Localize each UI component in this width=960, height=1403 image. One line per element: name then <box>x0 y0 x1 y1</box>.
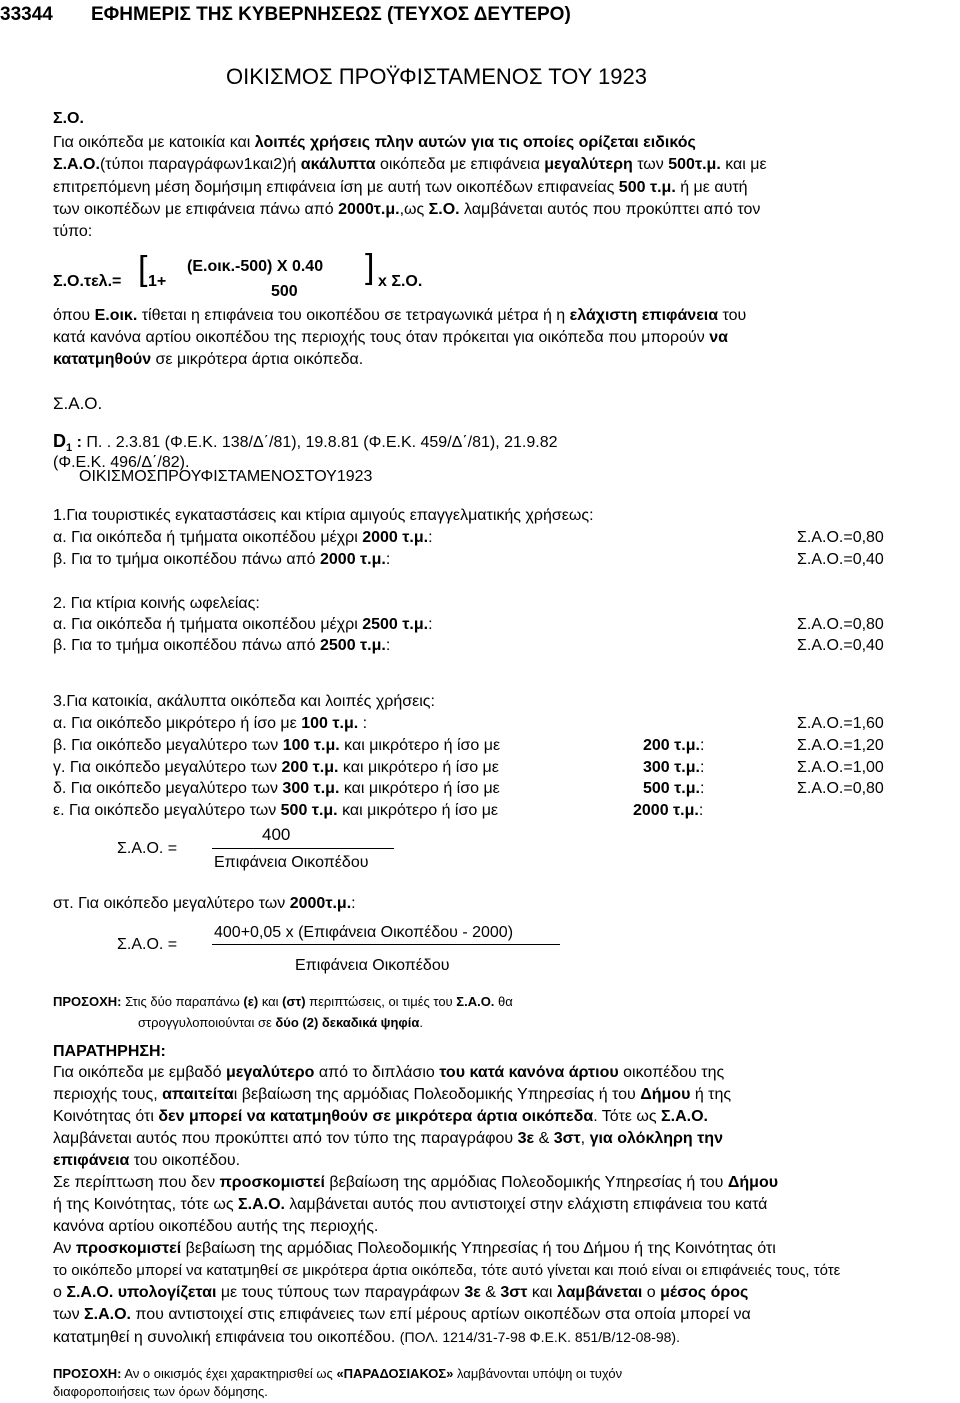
group3-item-b: β. Για οικόπεδο μεγαλύτερο των 100 τ.μ. και μικρότερο ή ίσο με <box>53 737 501 754</box>
group3-item-a: α. Για οικόπεδο μικρότερο ή ίσο με 100 τ.μ. : <box>53 715 368 732</box>
remark-label: ΠΑΡΑΤΗΡΗΣΗ: <box>53 1043 166 1060</box>
remark-line: κατατμηθεί η συνολική επιφάνεια του οικοπέδου. (ΠΟΛ. 1214/31-7-98 Φ.Ε.Κ. 851/Β/12-08-98). <box>53 1329 680 1346</box>
final-note-line-2: διαφοροποιήσεις των όρων δόμησης. <box>53 1384 268 1399</box>
group1-item-a: α. Για οικόπεδα ή τμήματα οικοπέδου μέχρι 2000 τ.μ.: <box>53 529 433 546</box>
group1-item-b-value: Σ.Α.Ο.=0,40 <box>797 551 884 568</box>
formula-right-bracket: ] <box>365 248 375 286</box>
group3-item-d-limit: 500 τ.μ.: <box>643 780 705 797</box>
formula-rhs: x Σ.Ο. <box>378 273 423 290</box>
note-line-2: στρογγυλοποιούνται σε δύο (2) δεκαδικά ψηφία. <box>138 1015 423 1030</box>
group3-item-e-limit: 2000 τ.μ.: <box>633 802 704 819</box>
d1-line: $D_1$ : Π. . 2.3.81 (Φ.Ε.Κ. 138/Δ΄/81), 19.8.81 (Φ.Ε.Κ. 459/Δ΄/81), 21.9.82 <box>53 431 558 455</box>
sao-label: Σ.Α.Ο. <box>53 394 103 413</box>
remark-line: ο Σ.Α.Ο. υπολογίζεται με τους τύπους των παραγράφων 3ε & 3στ και λαμβάνεται ο μέσος όρος <box>53 1284 749 1301</box>
formula-left-bracket: [ <box>138 250 148 288</box>
group3-item-e: ε. Για οικόπεδο μεγαλύτερο των 500 τ.μ. και μικρότερο ή ίσο με <box>53 802 499 819</box>
remark-line: περιοχής τους, απαιτείται βεβαίωση της αρμόδιας Πολεοδομικής Υπηρεσίας ή του Δήμου ή της <box>53 1086 732 1103</box>
group3-item-b-limit: 200 τ.μ.: <box>643 737 705 754</box>
final-note-line-1: ΠΡΟΣΟΧΗ: Αν ο οικισμός έχει χαρακτηρισθεί ως «ΠΑΡΑΔΟΣΙΑΚΟΣ» λαμβάνονται υπόψη οι τυχόν <box>53 1366 623 1381</box>
subtitle: ΟΙΚΙΣΜΟΣΠΡΟΥΦΙΣΤΑΜΕΝΟΣΤΟΥ1923 <box>79 468 373 485</box>
remark-line: λαμβάνεται αυτός που προκύπτει από τον τύπο της παραγράφου 3ε & 3στ, για ολόκληρη την <box>53 1130 723 1147</box>
remark-line: κανόνα αρτίου οικοπέδου αυτής της περιοχής. <box>53 1218 379 1235</box>
group3-item-d: δ. Για οικόπεδο μεγαλύτερο των 300 τ.μ. και μικρότερο ή ίσο με <box>53 780 500 797</box>
remark-line: ή της Κοινότητας, τότε ως Σ.Α.Ο. λαμβάνεται αυτός που αντιστοιχεί στην ελάχιστη επιφάνεια του κατά <box>53 1196 768 1213</box>
group1-heading: 1.Για τουριστικές εγκαταστάσεις και κτίρια αμιγούς επαγγελματικής χρήσεως: <box>53 507 594 524</box>
group3-item-c-value: Σ.Α.Ο.=1,00 <box>797 759 884 776</box>
paragraph-line: Για οικόπεδα με κατοικία και λοιπές χρήσεις πλην αυτών για τις οποίες ορίζεται ειδικός <box>53 134 696 151</box>
fraction-2-denominator: Επιφάνεια Οικοπέδου <box>295 957 450 974</box>
formula-one-plus: 1+ <box>148 273 167 290</box>
fraction-2-lhs: Σ.Α.Ο. = <box>117 936 178 953</box>
fraction-1-numerator: 400 <box>262 825 291 844</box>
paragraph-line: Σ.Α.Ο.(τύποι παραγράφων1και2)ή ακάλυπτα οικόπεδα με επιφάνεια μεγαλύτερη των 500τ.μ. και με <box>53 156 767 173</box>
group3-item-c: γ. Για οικόπεδο μεγαλύτερο των 200 τ.μ. και μικρότερο ή ίσο με <box>53 759 499 776</box>
formula-lhs: Σ.Ο.τελ.= <box>53 273 122 290</box>
gazette-title: ΕΦΗΜΕΡΙΣ ΤΗΣ ΚΥΒΕΡΝΗΣΕΩΣ (ΤΕΥΧΟΣ ΔΕΥΤΕΡΟ) <box>91 4 571 25</box>
remark-line: Σε περίπτωση που δεν προσκομιστεί βεβαίωση της αρμόδιας Πολεοδομικής Υπηρεσίας ή του Δήμου <box>53 1174 779 1191</box>
group2-item-b: β. Για το τμήμα οικοπέδου πάνω από 2500 τ.μ.: <box>53 637 391 654</box>
remark-line: των Σ.Α.Ο. που αντιστοιχεί στις επιφάνειες των επί μέρους αρτίων οικοπέδων στα οποία μπορεί να <box>53 1306 751 1323</box>
group3-heading: 3.Για κατοικία, ακάλυπτα οικόπεδα και λοιπές χρήσεις: <box>53 693 435 710</box>
d1-line-2: (Φ.Ε.Κ. 496/Δ΄/82). <box>53 454 190 471</box>
group3-item-c-limit: 300 τ.μ.: <box>643 759 705 776</box>
fraction-1-lhs: Σ.Α.Ο. = <box>117 840 178 857</box>
fraction-2-numerator: 400+0,05 x (Επιφάνεια Οικοπέδου - 2000) <box>214 924 514 941</box>
paragraph-line: των οικοπέδων με επιφάνεια πάνω από 2000τ.μ.,ως Σ.Ο. λαμβάνεται αυτός που προκύπτει από τον <box>53 201 761 218</box>
fraction-1-line <box>212 848 394 849</box>
group3-item-d-value: Σ.Α.Ο.=0,80 <box>797 780 884 797</box>
group1-item-b: β. Για το τμήμα οικοπέδου πάνω από 2000 τ.μ.: <box>53 551 391 568</box>
group1-item-a-value: Σ.Α.Ο.=0,80 <box>797 529 884 546</box>
remark-line: το οικόπεδο μπορεί να κατατμηθεί σε μικρότερα άρτια οικόπεδα, τότε αυτό γίνεται και ποιό είναι οι επιφάνειές τους, τότε <box>53 1262 841 1279</box>
fraction-2-line <box>212 944 560 945</box>
group2-heading: 2. Για κτίρια κοινής ωφελείας: <box>53 595 260 612</box>
group2-item-b-value: Σ.Α.Ο.=0,40 <box>797 637 884 654</box>
paragraph-line: όπου Ε.οικ. τίθεται η επιφάνεια του οικοπέδου σε τετραγωνικά μέτρα ή η ελάχιστη επιφάνεια του <box>53 307 747 324</box>
remark-line: Για οικόπεδα με εμβαδό μεγαλύτερο από το διπλάσιο του κατά κανόνα άρτιου οικοπέδου της <box>53 1064 725 1081</box>
group3-item-b-value: Σ.Α.Ο.=1,20 <box>797 737 884 754</box>
paragraph-line: κατά κανόνα αρτίου οικοπέδου της περιοχής τους όταν πρόκειται για οικόπεδα που μπορούν να <box>53 329 728 346</box>
paragraph-line: επιτρεπόμενη μέση δομήσιμη επιφάνεια ίση με αυτή των οικοπέδων επιφανείας 500 τ.μ. ή με αυτή <box>53 179 748 196</box>
so-label: Σ.Ο. <box>53 110 84 127</box>
group3-item-st: στ. Για οικόπεδο μεγαλύτερο των 2000τ.μ.: <box>53 895 356 912</box>
group2-item-a: α. Για οικόπεδα ή τμήματα οικοπέδου μέχρι 2500 τ.μ.: <box>53 616 433 633</box>
fraction-1-denominator: Επιφάνεια Οικοπέδου <box>214 854 369 871</box>
group3-item-a-value: Σ.Α.Ο.=1,60 <box>797 715 884 732</box>
formula-numerator: (Ε.οικ.-500) Χ 0.40 <box>187 258 324 275</box>
remark-line: επιφάνεια του οικοπέδου. <box>53 1152 241 1169</box>
formula-denominator: 500 <box>271 283 298 300</box>
remark-line: Αν προσκομιστεί βεβαίωση της αρμόδιας Πολεοδομικής Υπηρεσίας ή του Δήμου ή της Κοινότητας ότι <box>53 1240 776 1257</box>
group2-item-a-value: Σ.Α.Ο.=0,80 <box>797 616 884 633</box>
section-title: ΟΙΚΙΣΜΟΣ ΠΡΟΫΦΙΣΤΑΜΕΝΟΣ ΤΟΥ 1923 <box>226 64 647 89</box>
paragraph-line: τύπο: <box>53 223 93 240</box>
note-line-1: ΠΡΟΣΟΧΗ: Στις δύο παραπάνω (ε) και (στ) περιπτώσεις, οι τιμές του Σ.Α.Ο. θα <box>53 994 513 1009</box>
remark-line: Κοινότητας ότι δεν μπορεί να κατατμηθούν σε μικρότερα άρτια οικόπεδα. Τότε ως Σ.Α.Ο. <box>53 1108 708 1125</box>
page-number: 33344 <box>0 4 53 25</box>
paragraph-line: κατατμηθούν σε μικρότερα άρτια οικόπεδα. <box>53 351 364 368</box>
